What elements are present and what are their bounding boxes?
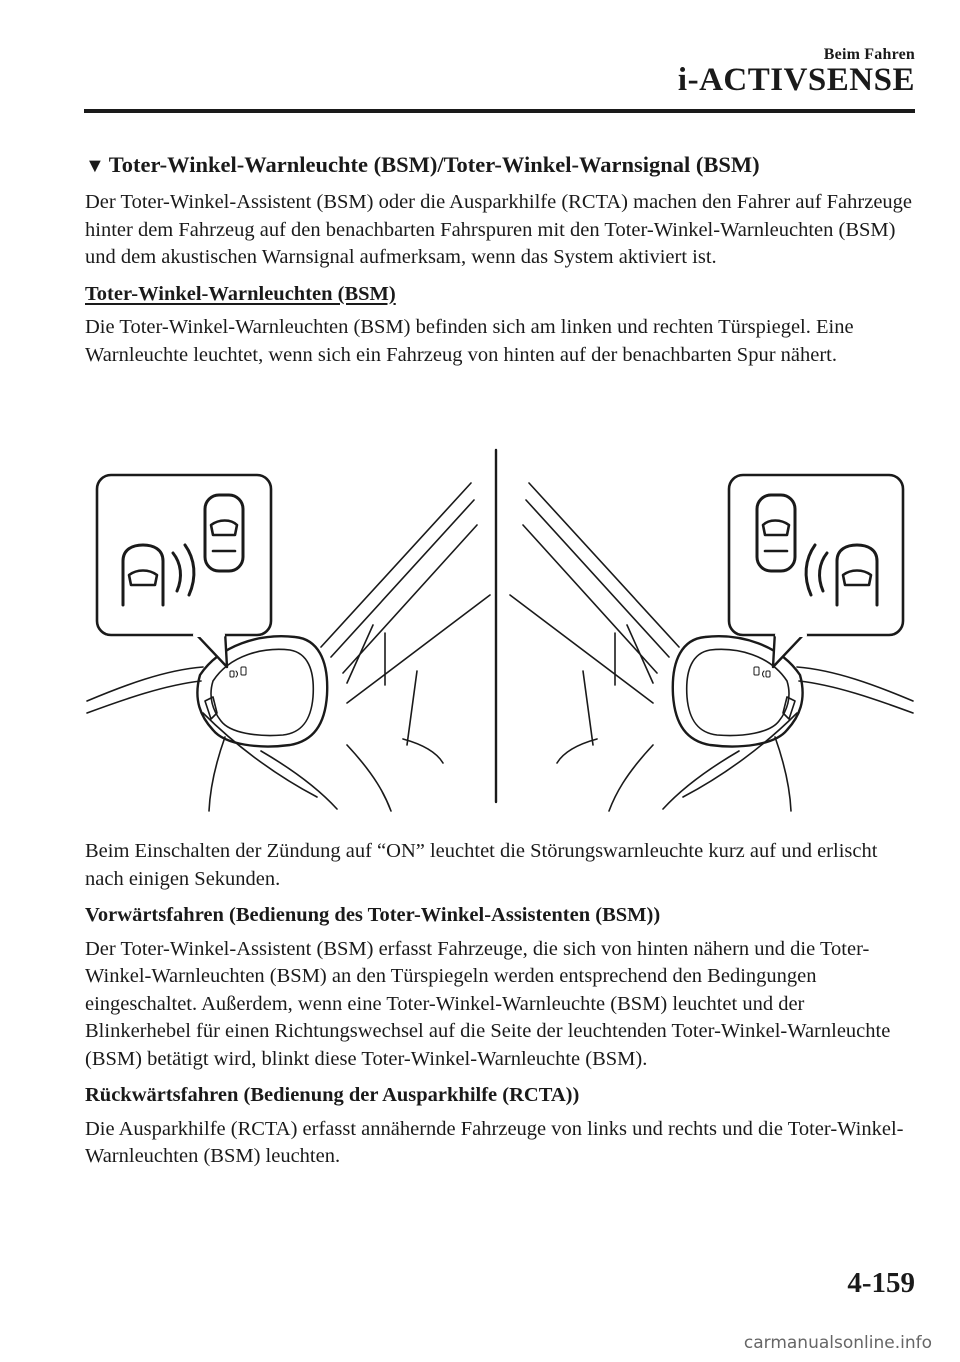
header-divider [84,109,915,113]
intro-paragraph: Der Toter-Winkel-Assistent (BSM) oder die Ausparkhilfe (RCTA) machen den Fahrer auf Fahrzeuge hinter dem Fahrzeug auf den benachbarten Fahrspuren mit den Toter-Winkel-Warnleuchten (BSM) und dem akustischen Warnsignal aufmerksam, wenn das System aktiviert ist. [85,191,913,269]
page-content [85,150,915,378]
forward-driving-paragraph: Der Toter-Winkel-Assistent (BSM) erfasst Fahrzeuge, die sich von hinten nähern und die Toter-Winkel-Warnleuchten (BSM) an den Türspiegeln werden entsprechend den Bedingungen eingeschaltet. Außerdem, wenn eine Toter-Winkel-Warnleuchte (BSM) leuchtet und der Blinkerhebel für einen Richtungswechsel auf die Seite der leuchtenden Toter-Winkel-Warnleuchte (BSM) betätigt wird, blinkt diese Toter-Winkel-Warnleuchte (BSM). [85,937,891,1070]
right-door-scene [510,475,913,811]
section-heading [85,150,915,179]
subheading-reverse-driving: Rückwärtsfahren (Bedienung der Ausparkhilfe (RCTA)) [85,1084,580,1106]
chapter-title: Beim Fahren [823,46,915,63]
subheading-bsm-lights: Toter-Winkel-Warnleuchten (BSM) [85,282,396,305]
subheading-forward-driving: Vorwärtsfahren (Bedienung des Toter-Winkel-Assistenten (BSM)) [85,904,661,926]
triangle-marker-icon: ▼ [85,155,105,177]
reverse-driving-paragraph: Die Ausparkhilfe (RCTA) erfasst annähernde Fahrzeuge von links und rechts und die Toter-Winkel-Warnleuchten (BSM) leuchten. [85,1117,904,1167]
page-content-lower [85,838,915,1180]
bsm-lights-paragraph: Die Toter-Winkel-Warnleuchten (BSM) befinden sich am linken und rechten Türspiegel. Eine Warnleuchte leuchtet, wenn sich ein Fahrzeug von hinten auf der benachbarten Spur nähert. [85,316,854,366]
watermark: carmanualsonline.info [743,1333,932,1353]
page-number: 4-159 [847,1267,915,1299]
section-title: i-ACTIVSENSE [677,62,915,98]
ignition-paragraph: Beim Einschalten der Zündung auf “ON” leuchtet die Störungswarnleuchte kurz auf und erlischt nach einigen Sekunden. [85,840,878,890]
left-door-scene [87,475,490,811]
heading-text: Toter-Winkel-Warnleuchte (BSM)/Toter-Winkel-Warnsignal (BSM) [108,152,760,177]
mirror-illustration [85,445,915,815]
